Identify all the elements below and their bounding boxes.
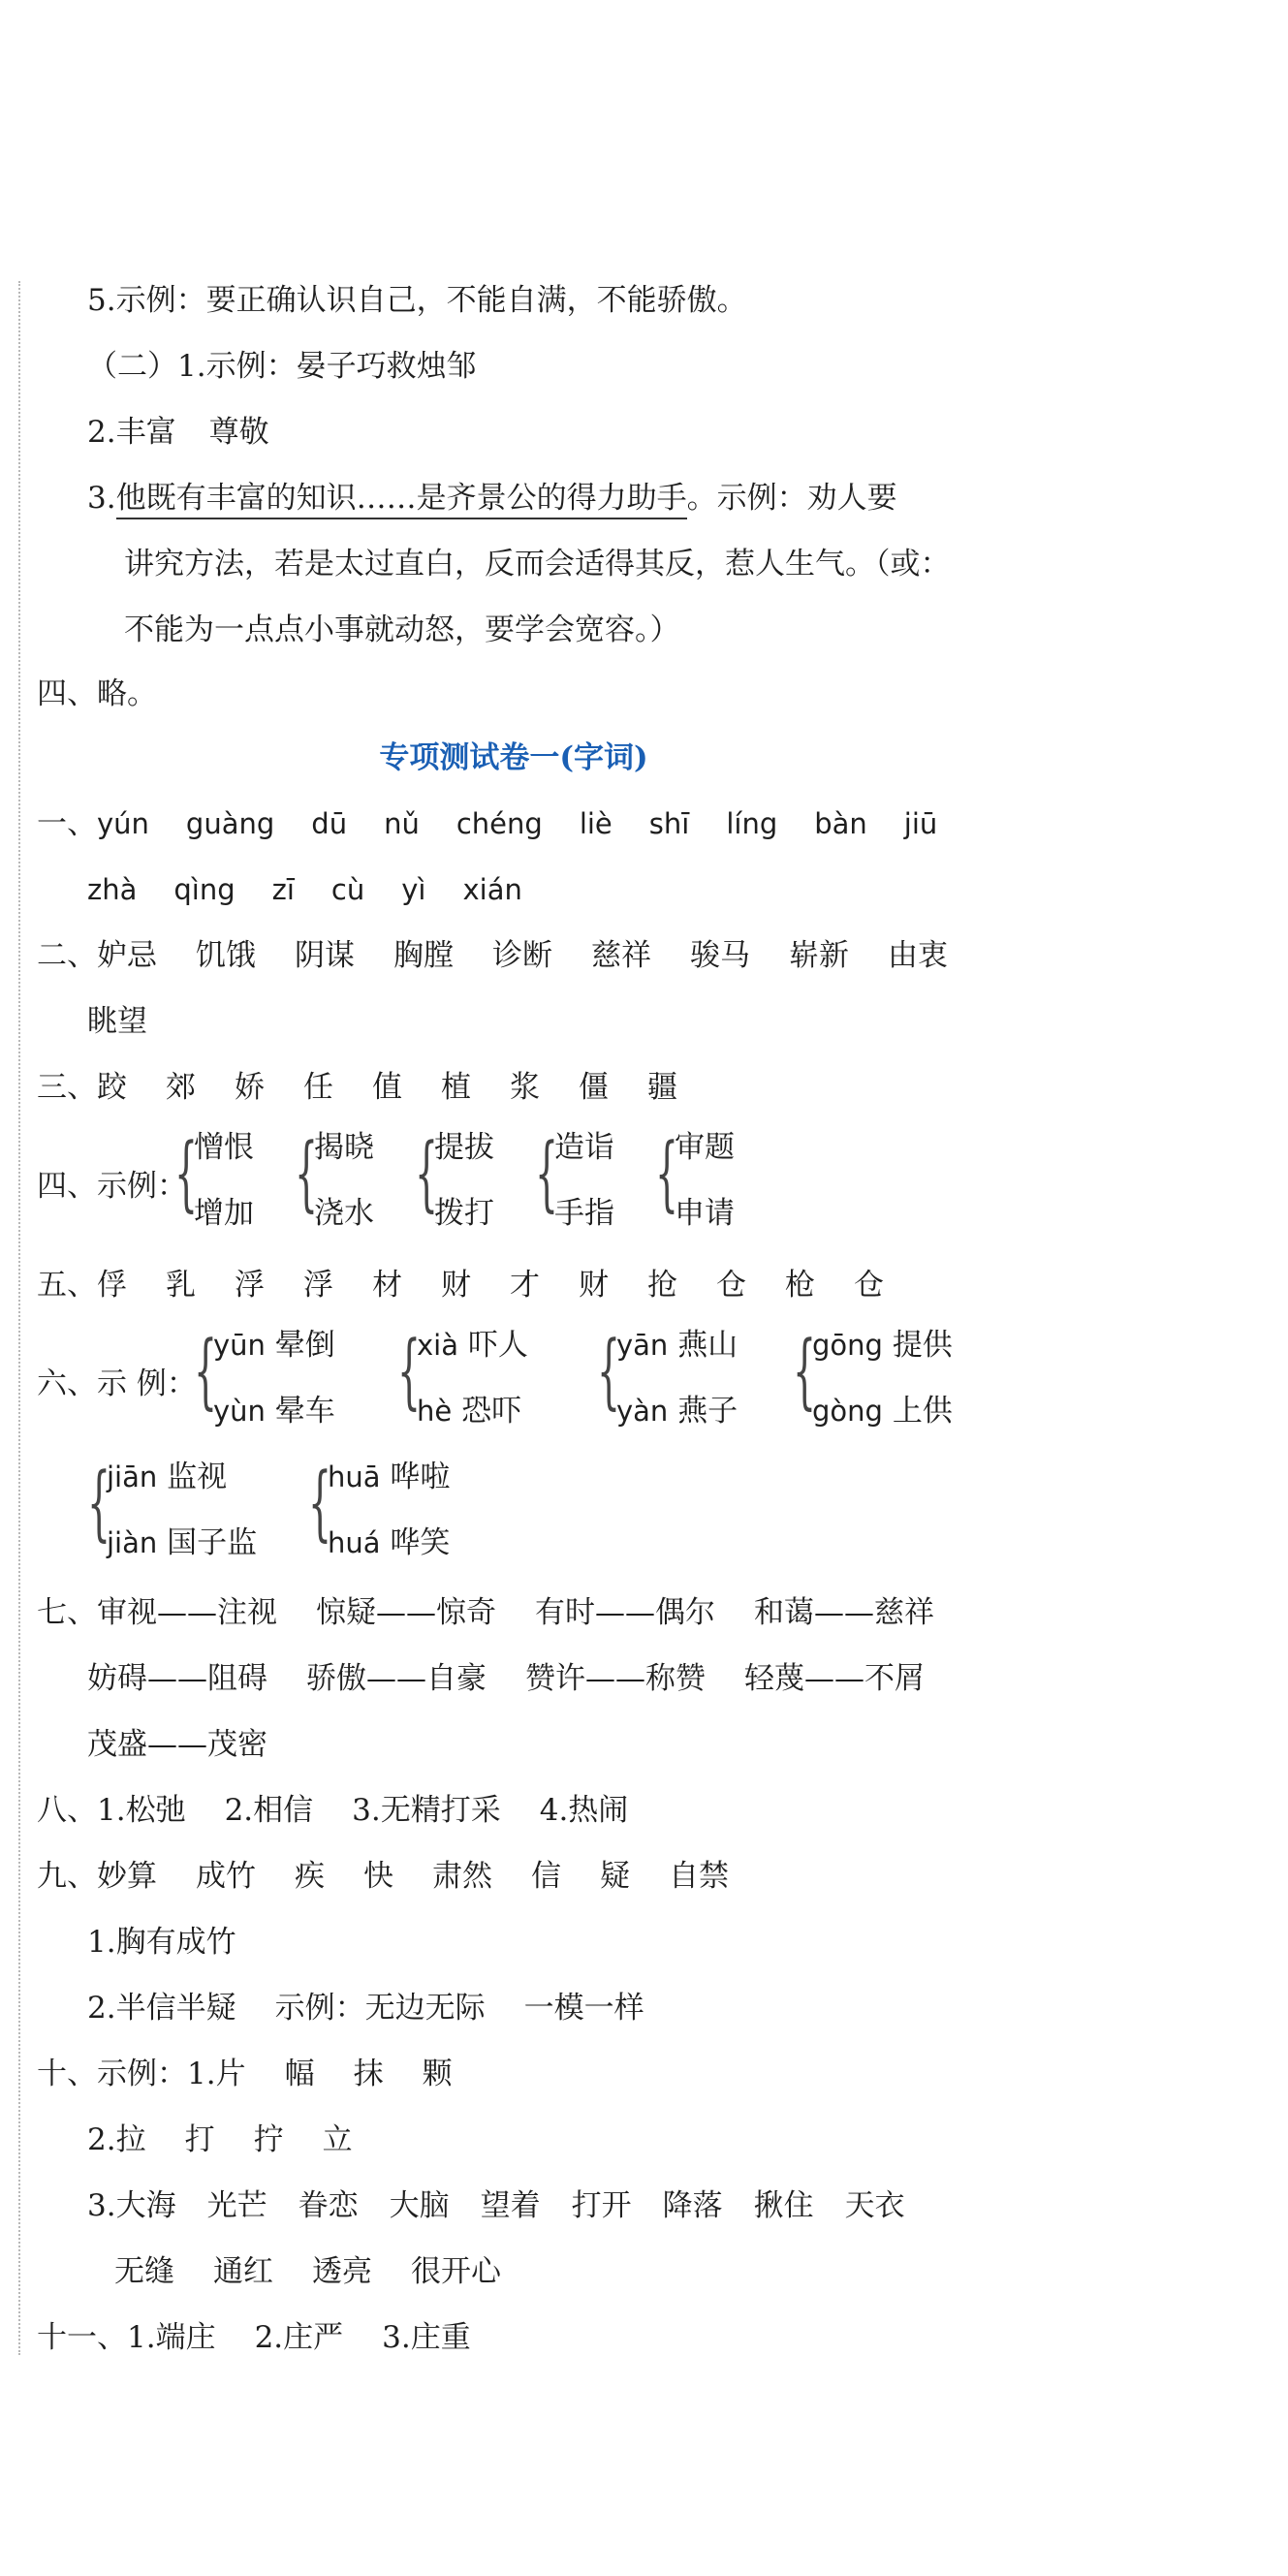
word: 眷恋 (298, 2188, 359, 2223)
q7-row1 (37, 1593, 973, 1632)
q9-label: 九、 (37, 1859, 97, 1894)
answer-2-2-a: 2.丰富 (87, 415, 176, 450)
word: 幅 (284, 2057, 315, 2091)
char: 仓 (716, 1268, 746, 1303)
char: 财 (579, 1268, 609, 1303)
word: 拨打 (434, 1196, 494, 1231)
q9-sub2 (87, 1989, 644, 2027)
q2-row2 (87, 1002, 147, 1041)
brace-icon: { (174, 1125, 199, 1220)
word: 2.半信半疑 (87, 1991, 236, 2026)
word: 手指 (554, 1196, 614, 1231)
word: 1.松弛 (97, 1793, 186, 1828)
brace-icon: { (597, 1323, 621, 1418)
word-pair: 茂盛——茂密 (87, 1727, 267, 1762)
section-title: 专项测试卷一(字词) (379, 740, 648, 775)
q2-row1 (37, 936, 987, 975)
pinyin: hè (417, 1395, 453, 1428)
char: 枪 (785, 1268, 815, 1303)
brace-icon: { (397, 1323, 422, 1418)
q1-row2 (87, 870, 559, 909)
word: 哗笑 (390, 1525, 451, 1560)
word: 疑 (600, 1859, 630, 1894)
word: 天衣 (844, 2188, 905, 2223)
answer-2-2-b: 尊敬 (208, 415, 269, 450)
q1-label: 一、 (37, 806, 97, 841)
pinyin: jiān (107, 1461, 158, 1493)
q11-label: 十一、 (37, 2320, 127, 2355)
word: 3.大海 (87, 2188, 176, 2223)
pinyin: guàng (185, 807, 275, 840)
word: 拧 (253, 2122, 284, 2157)
word: 抹 (353, 2057, 384, 2091)
char: 材 (372, 1268, 402, 1303)
q6-pair-2 (417, 1312, 528, 1444)
word: 一模一样 (523, 1991, 644, 2026)
brace-icon: { (308, 1455, 332, 1550)
char: 浮 (303, 1268, 333, 1303)
answer-2-3-line2: 讲究方法，若是太过直白，反而会适得其反，惹人生气。（或： (124, 547, 951, 581)
word: 增加 (194, 1196, 254, 1231)
q9-sub1: 1.胸有成竹 (87, 1925, 236, 1960)
word: 打开 (571, 2188, 632, 2223)
word-pair: 赞许——称赞 (525, 1661, 706, 1696)
word-pair: 妨碍——阻碍 (87, 1661, 267, 1696)
word: 由衷 (888, 938, 948, 973)
word: 透亮 (312, 2254, 372, 2289)
word: 打 (184, 2122, 215, 2157)
q10-sub3-row2 (114, 2252, 501, 2291)
word: 示例：无边无际 (274, 1991, 486, 2026)
answer-2-2 (87, 413, 269, 452)
word: 饥饿 (196, 938, 256, 973)
answer-2-3-line3: 不能为一点点小事就动怒，要学会宽容。） (124, 613, 680, 647)
word: 成竹 (196, 1859, 256, 1894)
q10-sub1 (37, 2055, 491, 2093)
word: 诊断 (492, 938, 552, 973)
q6-pair-5 (107, 1444, 257, 1576)
pinyin: zhà (87, 873, 138, 906)
word: 申请 (675, 1196, 735, 1231)
brace-icon: { (194, 1323, 218, 1418)
pinyin: xià (417, 1329, 458, 1362)
char: 浆 (510, 1070, 540, 1105)
brace-icon: { (87, 1455, 111, 1550)
pinyin: zī (271, 873, 295, 906)
word-pair: 有时——偶尔 (535, 1595, 715, 1630)
word: 晕倒 (274, 1328, 335, 1363)
word: 降落 (662, 2188, 723, 2223)
word: 阴谋 (295, 938, 355, 973)
word: 1.片 (187, 2057, 246, 2091)
word: 憎恨 (194, 1130, 254, 1165)
pinyin: yàn (616, 1395, 669, 1428)
q10-sub3-row1 (87, 2186, 905, 2225)
word: 大脑 (389, 2188, 450, 2223)
word: 国子监 (167, 1525, 258, 1560)
pinyin: xián (462, 873, 522, 906)
q4-label: 四、示例： (37, 1169, 187, 1204)
char: 俘 (97, 1268, 127, 1303)
pinyin: shī (648, 807, 690, 840)
word: 崭新 (789, 938, 849, 973)
word: 胸膛 (393, 938, 454, 973)
pinyin: dū (311, 807, 348, 840)
word: 信 (531, 1859, 561, 1894)
word: 眺望 (87, 1004, 147, 1039)
char: 浮 (235, 1268, 265, 1303)
pinyin: yì (401, 873, 426, 906)
word: 晕车 (274, 1394, 335, 1429)
q4-pair-3 (434, 1115, 494, 1246)
pinyin: yān (616, 1329, 669, 1362)
word: 通红 (213, 2254, 273, 2289)
word: 上供 (892, 1394, 953, 1429)
q1-row1 (37, 804, 937, 843)
word: 颗 (422, 2057, 453, 2091)
answer-5: 5.示例：要正确认识自己，不能自满，不能骄傲。 (87, 283, 747, 318)
pinyin: cù (330, 873, 365, 906)
pinyin: jiū (903, 807, 938, 840)
word: 恐吓 (461, 1394, 522, 1429)
word: 吓人 (467, 1328, 528, 1363)
char: 仓 (854, 1268, 884, 1303)
answer-2-3-rest: 。示例：劝人要 (686, 481, 897, 516)
char: 财 (441, 1268, 471, 1303)
q10-label: 十、示例： (37, 2057, 187, 2091)
word: 4.热闹 (539, 1793, 629, 1828)
word: 自禁 (669, 1859, 729, 1894)
char: 疆 (647, 1070, 677, 1105)
q6-pair-6 (328, 1444, 450, 1576)
q5-label: 五、 (37, 1268, 97, 1303)
word-pair: 轻蔑——不屑 (744, 1661, 925, 1696)
word: 快 (363, 1859, 393, 1894)
pinyin: gōng (812, 1329, 883, 1362)
word: 1.端庄 (127, 2320, 216, 2355)
pinyin: gòng (812, 1395, 883, 1428)
answer-2-3 (87, 479, 897, 518)
q3-row (37, 1068, 716, 1107)
word: 3.庄重 (382, 2320, 471, 2355)
word: 2.庄严 (254, 2320, 344, 2355)
q11-row (37, 2318, 471, 2357)
pinyin: yùn (213, 1395, 266, 1428)
pinyin: bàn (814, 807, 867, 840)
q5-row (37, 1266, 923, 1304)
q2-label: 二、 (37, 938, 97, 973)
word: 造诣 (554, 1130, 614, 1165)
pinyin: huā (328, 1461, 381, 1493)
q8-row (37, 1791, 667, 1830)
char: 乳 (166, 1268, 196, 1303)
char: 僵 (579, 1070, 609, 1105)
word-pair: 审视——注视 (97, 1595, 277, 1630)
word: 疾 (295, 1859, 325, 1894)
q7-row2 (87, 1659, 963, 1698)
answer-2-3-num: 3. (87, 481, 116, 516)
word: 燕山 (677, 1328, 738, 1363)
q7-label: 七、 (37, 1595, 97, 1630)
word: 骏马 (690, 938, 750, 973)
brace-icon: { (655, 1125, 679, 1220)
word: 2.拉 (87, 2122, 146, 2157)
char: 娇 (235, 1070, 265, 1105)
pinyin: qìng (173, 873, 236, 906)
answer-4: 四、略。 (37, 676, 157, 711)
word: 提供 (892, 1328, 953, 1363)
pinyin: huá (328, 1526, 381, 1559)
q9-row (37, 1857, 768, 1896)
underlined-quote: 他既有丰富的知识……是齐景公的得力助手 (116, 481, 687, 519)
q4-pair-1 (194, 1115, 254, 1246)
q8-label: 八、 (37, 1793, 97, 1828)
brace-icon: { (793, 1323, 817, 1418)
word: 燕子 (677, 1394, 738, 1429)
word: 立 (322, 2122, 353, 2157)
char: 植 (441, 1070, 471, 1105)
pinyin: líng (726, 807, 778, 840)
q6-pair-3 (616, 1312, 738, 1444)
word: 肃然 (432, 1859, 492, 1894)
word: 揪住 (753, 2188, 814, 2223)
word-pair: 骄傲——自豪 (306, 1661, 487, 1696)
word: 慈祥 (591, 938, 651, 973)
char: 跤 (97, 1070, 127, 1105)
q4-pair-5 (675, 1115, 735, 1246)
word: 揭晓 (314, 1130, 374, 1165)
q6-label: 六、示 例： (37, 1367, 197, 1401)
brace-icon: { (535, 1125, 559, 1220)
pinyin: yún (97, 807, 149, 840)
word: 3.无精打采 (352, 1793, 501, 1828)
answer-2-1: （二）1.示例：晏子巧救烛邹 (87, 349, 477, 384)
pinyin: chéng (456, 807, 543, 840)
q7-row3 (87, 1725, 267, 1764)
char: 抢 (647, 1268, 677, 1303)
word: 2.相信 (224, 1793, 314, 1828)
word: 哗啦 (390, 1460, 451, 1494)
q10-sub2 (87, 2120, 392, 2159)
word: 审题 (675, 1130, 735, 1165)
q3-label: 三、 (37, 1070, 97, 1105)
word: 妙算 (97, 1859, 157, 1894)
word-pair: 和蔼——慈祥 (754, 1595, 934, 1630)
q6-pair-4 (812, 1312, 953, 1444)
char: 郊 (166, 1070, 196, 1105)
word: 很开心 (411, 2254, 501, 2289)
q4-pair-4 (554, 1115, 614, 1246)
word: 妒忌 (97, 938, 157, 973)
word: 光芒 (206, 2188, 267, 2223)
pinyin: yūn (213, 1329, 266, 1362)
char: 才 (510, 1268, 540, 1303)
char: 任 (303, 1070, 333, 1105)
char: 值 (372, 1070, 402, 1105)
q6-pair-1 (213, 1312, 335, 1444)
pinyin: jiàn (107, 1526, 158, 1559)
word: 望着 (480, 2188, 541, 2223)
word: 无缝 (114, 2254, 174, 2289)
word: 监视 (167, 1460, 228, 1494)
brace-icon: { (295, 1125, 319, 1220)
margin-dotted-line (18, 281, 20, 2355)
pinyin: nǔ (384, 807, 420, 840)
word-pair: 惊疑——惊奇 (316, 1595, 496, 1630)
word: 提拔 (434, 1130, 494, 1165)
word: 浇水 (314, 1196, 374, 1231)
q4-pair-2 (314, 1115, 374, 1246)
brace-icon: { (415, 1125, 439, 1220)
pinyin: liè (579, 807, 613, 840)
